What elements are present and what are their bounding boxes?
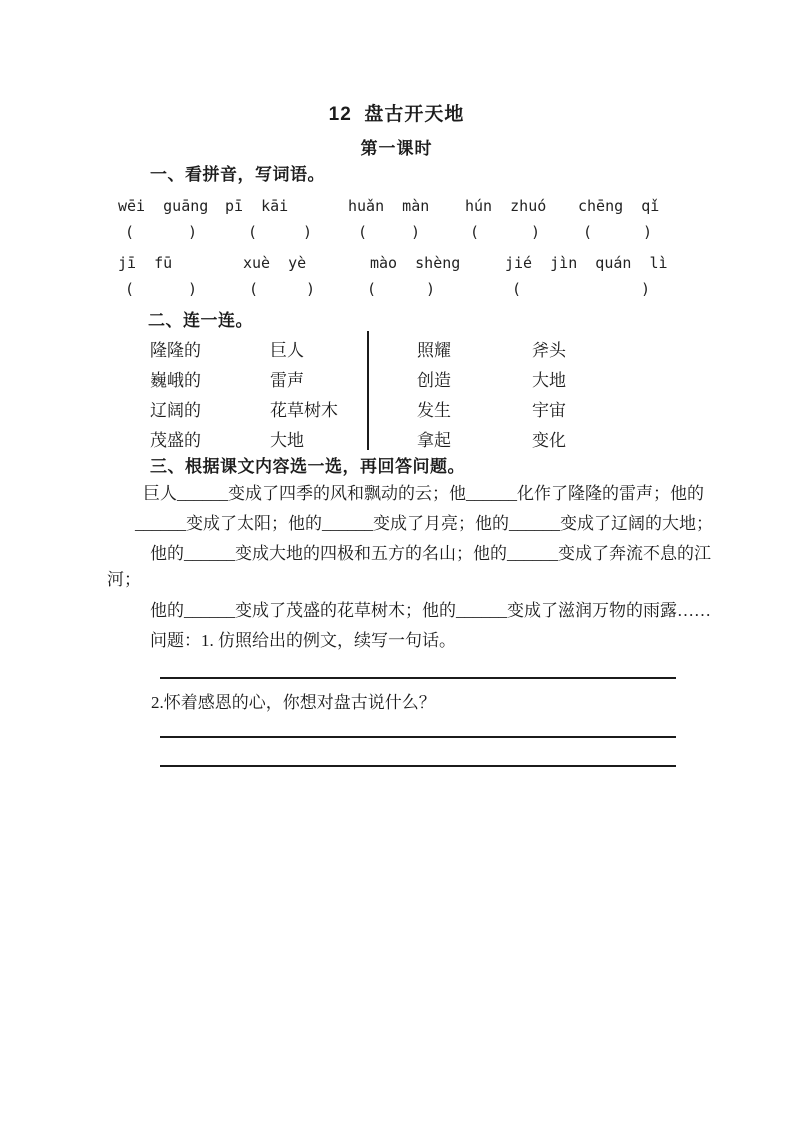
answer-paren-pair (125, 280, 197, 298)
match-verb: 拿起 (417, 431, 451, 450)
match-row (0, 396, 793, 422)
open-paren: ( (125, 280, 135, 298)
match-row (0, 336, 793, 362)
fill-blank-text-line: 他的______变成大地的四极和五方的名山；他的______变成了奔流不息的江 (150, 544, 711, 563)
match-row (0, 426, 793, 452)
answer-paren-pair (512, 280, 650, 298)
match-verb: 发生 (417, 401, 451, 420)
close-paren: ) (302, 223, 312, 241)
close-paren: ) (187, 280, 197, 298)
answer-writing-line (160, 765, 676, 767)
answer-paren-pair (367, 280, 435, 298)
match-object: 宇宙 (532, 401, 566, 420)
answer-paren-pair (470, 223, 540, 241)
match-verb: 创造 (417, 371, 451, 390)
match-verb: 照耀 (417, 341, 451, 360)
close-paren: ) (642, 223, 652, 241)
answer-paren-pair (248, 223, 312, 241)
open-paren: ( (470, 223, 480, 241)
section-1-heading: 一、看拼音，写词语。 (150, 165, 325, 184)
close-paren: ) (530, 223, 540, 241)
fill-blank-text-line: 河； (107, 570, 141, 589)
pinyin-word-huanman: huǎn màn (348, 197, 430, 215)
match-noun: 雷声 (270, 371, 304, 390)
section-2-heading: 二、连一连。 (148, 311, 253, 330)
match-object: 大地 (532, 371, 566, 390)
open-paren: ( (512, 280, 522, 298)
fill-blank-text-line: 巨人______变成了四季的风和飘动的云；他______化作了隆隆的雷声；他的 (143, 484, 704, 503)
pinyin-word-pikai: pī kāi (225, 197, 289, 215)
open-paren: ( (248, 223, 258, 241)
open-paren: ( (358, 223, 368, 241)
close-paren: ) (305, 280, 315, 298)
answer-paren-pair (358, 223, 420, 241)
answer-paren-pair (583, 223, 652, 241)
match-row (0, 366, 793, 392)
pinyin-word-maosheng: mào shèng (370, 254, 461, 272)
pinyin-word-chengqi: chēng qǐ (578, 197, 660, 215)
match-noun: 大地 (270, 431, 304, 450)
answer-paren-pair (125, 223, 197, 241)
answer-writing-line (160, 677, 676, 679)
pinyin-word-hunzhuo: hún zhuó (465, 197, 547, 215)
pinyin-word-weiguang: wēi guāng (118, 197, 209, 215)
match-modifier: 辽阔的 (150, 401, 201, 420)
fill-blank-text-line: 他的______变成了茂盛的花草树木；他的______变成了滋润万物的雨露…… (150, 601, 711, 620)
close-paren: ) (640, 280, 650, 298)
match-modifier: 茂盛的 (150, 431, 201, 450)
match-modifier: 巍峨的 (150, 371, 201, 390)
match-noun: 巨人 (270, 341, 304, 360)
lesson-title: 12 盘古开天地 (328, 104, 465, 125)
pinyin-word-jiejinquanli: jié jìn quán lì (505, 254, 668, 272)
open-paren: ( (583, 223, 593, 241)
lesson-session-subtitle: 第一课时 (360, 139, 433, 158)
open-paren: ( (249, 280, 259, 298)
close-paren: ) (187, 223, 197, 241)
open-paren: ( (367, 280, 377, 298)
match-noun: 花草树木 (270, 401, 338, 420)
answer-paren-pair (249, 280, 315, 298)
match-object: 变化 (532, 431, 566, 450)
pinyin-word-jifu: jī fū (118, 254, 173, 272)
question-1-text: 问题：1. 仿照给出的例文，续写一句话。 (150, 631, 456, 650)
match-object: 斧头 (532, 341, 566, 360)
pinyin-word-xueye: xuè yè (243, 254, 307, 272)
section-3-heading: 三、根据课文内容选一选，再回答问题。 (150, 457, 465, 476)
question-2-text: 2.怀着感恩的心，你想对盘古说什么？ (151, 693, 436, 712)
close-paren: ) (410, 223, 420, 241)
answer-writing-line (160, 736, 676, 738)
close-paren: ) (425, 280, 435, 298)
fill-blank-text-line: ______变成了太阳；他的______变成了月亮；他的______变成了辽阔的大地； (135, 514, 713, 533)
match-modifier: 隆隆的 (150, 341, 201, 360)
open-paren: ( (125, 223, 135, 241)
